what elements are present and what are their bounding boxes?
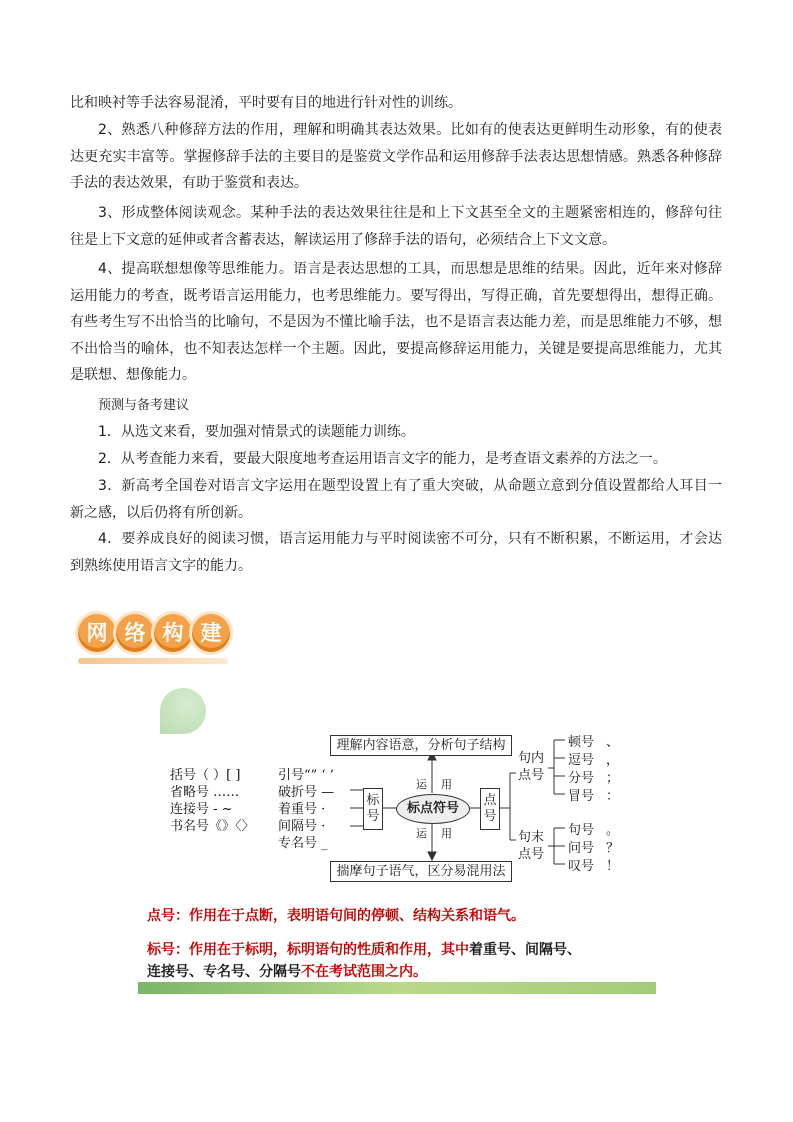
suggestion-1: 1．从选文来看，要加强对情景式的读题能力训练。: [98, 424, 415, 440]
top-box: 理解内容语意，分析句子结构: [330, 735, 512, 756]
paragraph-1: 比和映衬等手法容易混淆，平时要有目的地进行针对性的训练。: [70, 95, 462, 111]
punctuation-diagram: [160, 728, 640, 888]
end-item: 句号 。: [568, 823, 620, 838]
paragraph-3: 3、形成整体阅读观念。某种手法的表达效果往往是和上下文甚至全文的主题紧密相连的，修辞句往往是上下文意的延伸或者含蓄表达，解读运用了修辞手法的语句，必须结合上下文文意。: [70, 205, 722, 248]
far-left-item: 括号（ ）[ ]: [170, 768, 241, 783]
mid-left-item: 引号“” ‘ ’: [278, 768, 334, 783]
end-item: 问号 ？: [568, 841, 620, 856]
suggestion-2: 2．从考查能力来看，要最大限度地考查运用语言文字的能力，是考查语文素养的方法之一。: [98, 451, 667, 467]
mid-left-item: 间隔号 ·: [278, 819, 326, 834]
badge-char: 络: [116, 614, 154, 652]
use-label-top: 用: [441, 778, 452, 791]
inner-item: 分号 ；: [568, 771, 620, 786]
center-node: 标点符号: [396, 794, 470, 824]
right-node: 点号: [480, 788, 500, 830]
bottom-box: 揣摩句子语气，区分易混用法: [330, 861, 512, 882]
inner-item: 冒号 ：: [568, 789, 620, 804]
badge-char: 建: [192, 614, 230, 652]
end-item: 叹号 ！: [568, 859, 620, 874]
paragraph-4: 4、提高联想想像等思维能力。语言是表达思想的工具，而思想是思维的结果。因此，近年来对修辞运用能力的考查，既考语言运用能力，也考思维能力。要写得出，写得正确，首先要想得出，想得正确。有些考生写不出恰当的比喻句，不是因为不懂比喻手法，也不是语言表达能力差，而是思维能力不够，想不出恰当的喻体，也不知表达怎样一个主题。因此，要提高修辞运用能力，关键是要提高思维能力，尤其是联想、想像能力。: [70, 261, 722, 383]
far-left-item: 省略号 ……: [170, 785, 240, 800]
mid-left-item: 着重号 ·: [278, 802, 326, 817]
note-biaohao-cont: 连接号、专名号、分隔号不在考试范围之内。: [147, 964, 427, 980]
bottom-bar: [138, 982, 656, 994]
badge-char: 构: [154, 614, 192, 652]
use-label-bottom: 用: [441, 827, 452, 840]
inner-item: 顿号 、: [568, 735, 620, 750]
suggestion-3: 3．新高考全国卷对语言文字运用在题型设置上有了重大突破，从命题立意到分值设置都给人耳目一新之感，以后仍将有所创新。: [70, 478, 722, 521]
forecast-heading: 预测与备考建议: [98, 398, 190, 413]
badge-char: 网: [78, 614, 116, 652]
end-label: 句末 点号: [518, 830, 545, 862]
note-dianhao: 点号：作用在于点断，表明语句间的停顿、结构关系和语气。: [147, 908, 525, 924]
far-left-item: 连接号 - ~: [170, 802, 233, 817]
use-label-bottom: 运: [416, 827, 427, 840]
inner-label: 句内 点号: [518, 751, 545, 783]
section-badge: [76, 610, 232, 664]
mid-left-item: 专名号 _: [278, 836, 328, 851]
use-label-top: 运: [416, 778, 427, 791]
suggestion-4: 4．要养成良好的阅读习惯，语言运用能力与平时阅读密不可分，只有不断积累，不断运用，才会达到熟练使用语言文字的能力。: [70, 531, 722, 574]
mid-left-item: 破折号 —: [278, 785, 335, 800]
far-left-item: 书名号《》〈〉: [170, 819, 255, 834]
badge-underline: [78, 658, 228, 664]
note-biaohao: 标号：作用在于标明，标明语句的性质和作用，其中着重号、间隔号、: [147, 942, 581, 958]
inner-item: 逗号 ，: [568, 753, 620, 768]
paragraph-2: 2、熟悉八种修辞方法的作用，理解和明确其表达效果。比如有的使表达更鲜明生动形象，有的使表达更充实丰富等。掌握修辞手法的主要目的是鉴赏文学作品和运用修辞手法表达思想情感。熟悉各种修辞手法的表达效果，有助于鉴赏和表达。: [70, 122, 722, 191]
left-node: 标号: [363, 788, 383, 830]
